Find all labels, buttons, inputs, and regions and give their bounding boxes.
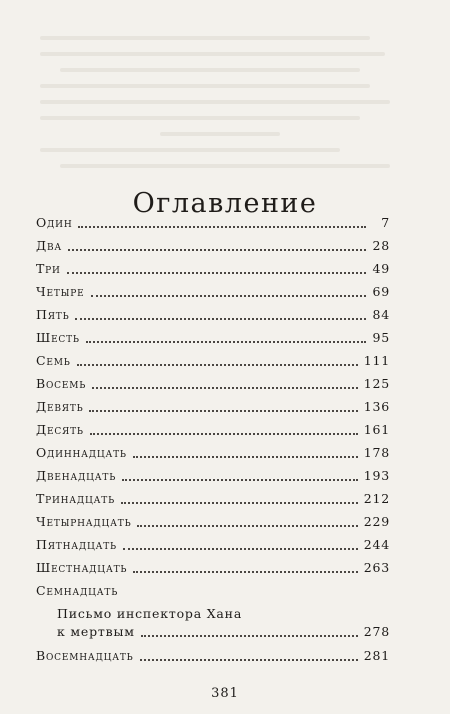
toc-entry-page: 125 [363, 376, 390, 391]
dot-leader [141, 633, 358, 637]
dot-leader [123, 546, 358, 550]
toc-entry-page: 95 [372, 330, 390, 345]
dot-leader [121, 500, 358, 504]
toc-entry-page: 278 [363, 624, 390, 639]
toc-entry-label: Восемнадцать [36, 648, 134, 663]
dot-leader [86, 339, 366, 343]
toc-entry-page: 7 [381, 215, 390, 230]
dot-leader [75, 316, 366, 320]
toc-entry-label: Семнадцать [36, 583, 119, 598]
toc-entry[interactable] [36, 237, 390, 255]
dot-leader [133, 569, 357, 573]
toc-entry-page: 111 [363, 353, 390, 368]
dot-leader [137, 523, 357, 527]
toc-entry[interactable] [36, 283, 390, 301]
toc-entry[interactable] [36, 490, 390, 508]
toc-entry[interactable] [36, 214, 390, 232]
dot-leader [89, 408, 357, 412]
toc-entry-label: Четыре [36, 284, 85, 299]
toc-entry[interactable] [36, 375, 390, 393]
toc-entry-page: 49 [372, 261, 390, 276]
toc-entry-label: Двенадцать [36, 468, 117, 483]
toc-entry-page: 84 [372, 307, 390, 322]
toc-entry[interactable] [36, 329, 390, 347]
toc-entry[interactable] [36, 352, 390, 370]
toc-entry-page: 281 [363, 648, 390, 663]
toc-entry-label: Пятнадцать [36, 537, 117, 552]
toc-entry[interactable] [36, 467, 390, 485]
toc-entry-page: 229 [363, 514, 390, 529]
toc-entry-page: 193 [363, 468, 390, 483]
toc-entry-page: 178 [363, 445, 390, 460]
toc-entry[interactable] [36, 260, 390, 278]
toc-entry-label: Два [36, 238, 62, 253]
dot-leader [77, 362, 358, 366]
toc-entry-label: Шесть [36, 330, 80, 345]
toc-entry-page: 212 [363, 491, 390, 506]
toc-entry-page: 263 [363, 560, 390, 575]
toc-entry[interactable] [36, 398, 390, 416]
toc-entry-page: 244 [363, 537, 390, 552]
toc-entry[interactable] [36, 536, 390, 554]
toc-entry-page: 28 [372, 238, 390, 253]
toc-entry-label: Восемь [36, 376, 87, 391]
toc-entry[interactable] [36, 513, 390, 531]
dot-leader [90, 431, 358, 435]
toc-entry-label: Одиннадцать [36, 445, 127, 460]
dot-leader [78, 224, 366, 228]
dot-leader [91, 293, 366, 297]
dot-leader [122, 477, 358, 481]
dot-leader [67, 270, 366, 274]
toc-entry[interactable] [36, 306, 390, 324]
toc-entry[interactable] [36, 647, 390, 665]
toc-entry-page: 69 [372, 284, 390, 299]
dot-leader [68, 247, 366, 251]
toc-entry-label: Девять [36, 399, 84, 414]
toc-subentry-label: к мертвым [57, 624, 135, 639]
toc-entry[interactable] [36, 559, 390, 577]
toc-subentry-label: Письмо инспектора Хана [57, 606, 243, 621]
toc-entry-label: Три [36, 261, 61, 276]
toc-entry-label: Четырнадцать [36, 514, 132, 529]
toc-entry-label: Тринадцать [36, 491, 115, 506]
dot-leader [92, 385, 358, 389]
toc-subentry[interactable] [57, 623, 390, 641]
toc-entry-label: Шестнадцать [36, 560, 128, 575]
toc-entry-label: Семь [36, 353, 71, 368]
toc-entry[interactable] [36, 582, 390, 600]
toc-entry-label: Один [36, 215, 73, 230]
page-number: 381 [211, 686, 239, 701]
toc-entry[interactable] [36, 444, 390, 462]
toc-entry[interactable] [36, 421, 390, 439]
toc-entry-label: Десять [36, 422, 84, 437]
dot-leader [133, 454, 358, 458]
toc-subentry[interactable] [57, 605, 390, 623]
toc-entry-page: 136 [363, 399, 390, 414]
dot-leader [140, 657, 358, 661]
toc-entry-label: Пять [36, 307, 70, 322]
toc-entry-page: 161 [363, 422, 390, 437]
toc-title: Оглавление [132, 188, 318, 220]
